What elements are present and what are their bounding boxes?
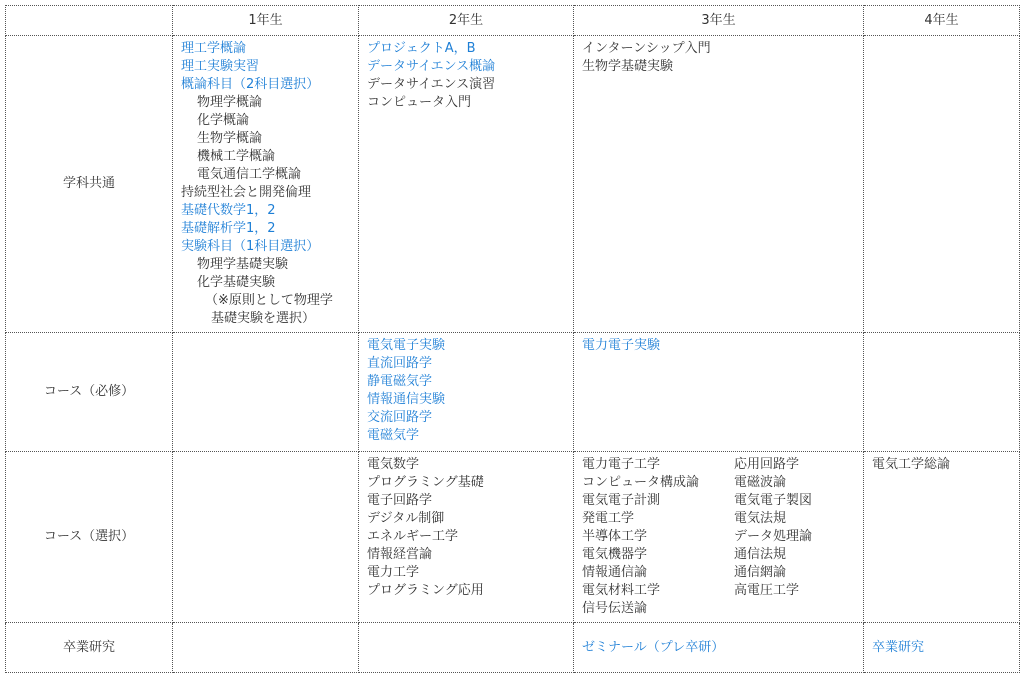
- course-item: インターンシップ入門: [582, 41, 711, 56]
- course-item: コンピュータ入門: [367, 95, 472, 110]
- course-item: 実験科目（1科目選択）: [181, 239, 320, 254]
- course-item: 発電工学: [582, 511, 635, 526]
- cell-required-year-2: [359, 333, 574, 452]
- course-item: 電気材料工学: [582, 583, 661, 598]
- course-item: 情報通信実験: [367, 392, 446, 407]
- course-item: 電力電子工学: [582, 457, 661, 472]
- header-row: [6, 6, 1020, 36]
- course-item: 半導体工学: [582, 529, 648, 544]
- course-item: 交流回路学: [367, 410, 433, 425]
- course-item: 信号伝送論: [582, 601, 648, 616]
- course-item: 電気通信工学概論: [197, 167, 302, 182]
- course-item: プロジェクトA，B: [367, 41, 476, 56]
- course-item: 電気電子実験: [367, 338, 446, 353]
- course-item: 機械工学概論: [197, 149, 276, 164]
- course-item: 電気電子計測: [582, 493, 661, 508]
- course-item: デジタル制御: [367, 511, 445, 526]
- course-item: データ処理論: [734, 529, 813, 544]
- course-item: 化学概論: [197, 113, 250, 128]
- course-item: 電気法規: [734, 511, 787, 526]
- cell-required-year-3: [574, 333, 864, 452]
- course-item: 物理学基礎実験: [197, 257, 289, 272]
- course-item: 生物学基礎実験: [582, 59, 674, 74]
- header-year-4: 4年生: [864, 6, 1020, 36]
- cell-thesis-year-3: [574, 623, 864, 673]
- cell-elective-year-4: [864, 452, 1020, 623]
- row-elective: [6, 452, 1020, 623]
- row-common: [6, 36, 1020, 333]
- course-item: 電気工学総論: [872, 457, 951, 472]
- cell-common-year-3: [574, 36, 864, 333]
- course-item: （※原則として物理学: [205, 293, 333, 308]
- header-year-2: 2年生: [359, 6, 574, 36]
- row-label-thesis: 卒業研究: [6, 623, 173, 673]
- course-item: 電磁気学: [367, 428, 420, 443]
- course-item: 応用回路学: [734, 457, 800, 472]
- course-item: 生物学概論: [197, 131, 263, 146]
- cell-thesis-year-2: [359, 623, 574, 673]
- cell-thesis-year-4: [864, 623, 1020, 673]
- course-item: データサイエンス概論: [367, 59, 496, 74]
- course-item: 物理学概論: [197, 95, 263, 110]
- course-item: プログラミング基礎: [367, 475, 484, 490]
- course-item: プログラミング応用: [367, 583, 484, 598]
- cell-common-year-2: [359, 36, 574, 333]
- cell-elective-year-1: [173, 452, 359, 623]
- row-required: [6, 333, 1020, 452]
- course-item: 電気数学: [367, 457, 420, 472]
- course-item: 電気機器学: [582, 547, 648, 562]
- course-item: 化学基礎実験: [197, 275, 276, 290]
- row-label-common: 学科共通: [6, 36, 173, 333]
- course-item: 電子回路学: [367, 493, 433, 508]
- course-item: エネルギー工学: [367, 529, 459, 544]
- course-item: 理工実験実習: [181, 59, 260, 74]
- elective-year-3-right-column: [734, 456, 854, 618]
- course-item: 電磁波論: [734, 475, 787, 490]
- row-label-required: コース（必修）: [6, 333, 173, 452]
- header-year-3: 3年生: [574, 6, 864, 36]
- course-item: 概論科目（2科目選択）: [181, 77, 320, 92]
- header-corner-cell: [6, 6, 173, 36]
- course-item: 直流回路学: [367, 356, 433, 371]
- course-item: ゼミナール（プレ卒研）: [582, 639, 725, 655]
- cell-thesis-year-1: [173, 623, 359, 673]
- course-item: データサイエンス演習: [367, 77, 496, 92]
- row-thesis: [6, 623, 1020, 673]
- cell-common-year-4: [864, 36, 1020, 333]
- row-label-elective: コース（選択）: [6, 452, 173, 623]
- course-item: 情報経営論: [367, 547, 433, 562]
- cell-elective-year-2: [359, 452, 574, 623]
- cell-elective-year-3: [574, 452, 864, 623]
- course-item: 電力工学: [367, 565, 420, 580]
- course-item: 基礎代数学1，2: [181, 203, 276, 218]
- course-item: 通信法規: [734, 547, 787, 562]
- cell-required-year-4: [864, 333, 1020, 452]
- cell-required-year-1: [173, 333, 359, 452]
- course-item: 基礎解析学1，2: [181, 221, 276, 236]
- elective-year-3-columns: [582, 456, 855, 618]
- course-item: 通信網論: [734, 565, 787, 580]
- course-item: 基礎実験を選択）: [211, 311, 316, 326]
- header-year-1: 1年生: [173, 6, 359, 36]
- course-item: コンピュータ構成論: [582, 475, 700, 490]
- curriculum-table: [5, 5, 1020, 673]
- course-item: 高電圧工学: [734, 583, 800, 598]
- course-item: 情報通信論: [582, 565, 648, 580]
- course-item: 電気電子製図: [734, 493, 813, 508]
- course-item: 静電磁気学: [367, 374, 433, 389]
- cell-common-year-1: [173, 36, 359, 333]
- course-item: 持続型社会と開発倫理: [181, 185, 312, 200]
- course-item: 理工学概論: [181, 41, 247, 56]
- course-item: 卒業研究: [872, 639, 925, 655]
- course-item: 電力電子実験: [582, 338, 661, 353]
- elective-year-3-left-column: [582, 456, 734, 618]
